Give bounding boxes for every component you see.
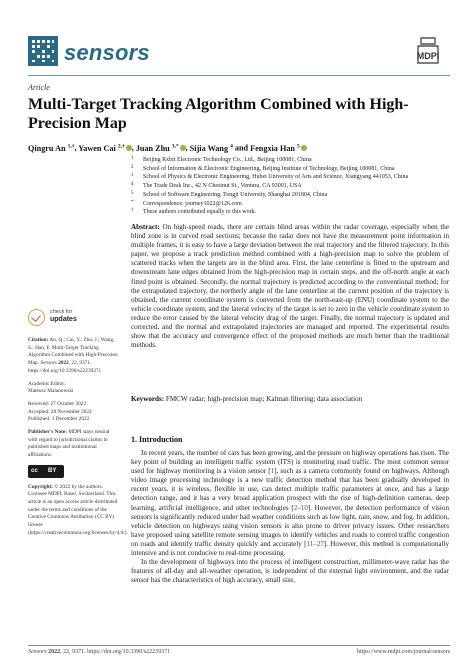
author-name: Fengxia Han: [250, 143, 295, 153]
affiliation-item: [131, 191, 456, 200]
affiliation-text: The Trade Desk Inc., 42 N Chestnut St., Ventura, CA 93001, USA: [143, 183, 302, 190]
intro-paragraph: In the development of highways into the process of intelligent construction, millimeter-wave radar has the features of all-day and all-weather operation, is independent of the external light environment, and the radar sensor has the characteristics of high accuracy, small size,: [131, 558, 449, 585]
affiliation-item: [131, 173, 456, 182]
footer-journal: Sensors: [28, 649, 47, 655]
publisher-note: [28, 429, 120, 460]
editor-name: Mateusz Malanowski: [28, 388, 74, 395]
author: [136, 144, 186, 153]
affiliation-mark: 5: [131, 190, 134, 196]
affiliation-item: [131, 200, 456, 209]
dates: [28, 401, 120, 424]
author-name: Sijia Wang: [189, 143, 229, 153]
intro-paragraph: [131, 449, 449, 558]
author: [190, 144, 233, 153]
accepted-date: Accepted: 28 November 2022: [28, 408, 92, 415]
cc-by-label: BY: [48, 467, 57, 474]
affiliation-item: [131, 182, 456, 191]
affiliation-text: School of Physics & Electronic Engineering, Hubei University of Arts and Science, Xiangyang 441053, China: [143, 174, 409, 181]
abstract-text: On high-speed roads, there are certain blind areas within the radar coverage, especially when the blind zone is in curved road sections; because the radar does not have the measurement point information in multiple frames, it is easy to have a large deviation between the real trajectory and the filtered trajectory. In this paper, we propose a track prediction method combined with a high-precision map to solve the problem of scattered tracks when the targets are in the blind area. First, the lane centerline is fitted to the upstream and downstream lane edges obtained from the high-precision map in certain steps, and the off-north angle at each fitted point is obtained. Secondly, the normal trajectory is predicted according to the conventional method; for the extrapolated trajectory, the northerly angle of the lane centerline at the current position of the trajectory is obtained, the current coordinate system is converted from the north-east-up (ENU) coordinate system to the vehicle coordinate system, and the lateral velocity of the target is set to zero in the vehicle coordinate system to reduce the error caused by the lateral velocity drag of the target. Finally, the normal trajectory is updated and corrected, and the normal and extrapolated trajectories are managed and reported. The experimental results show that the accuracy and convergence effect of the proposed methods are much better than the traditional methods.: [131, 223, 449, 350]
orcid-icon[interactable]: [301, 145, 307, 151]
intro-text-c: ]. However, the detection performance of vision sensors is significantly reduced under bad weather conditions such as low light, rain, snow, and fog. In addition, vehicle detection on highways using vision sensors is also prone to driver privacy issues. Other researchers have proposed using satellite remote sensing images to identify vehicles and roads to control traffic congestion on roads and identify traffic density quickly and accurately [: [131, 503, 449, 548]
affiliation-mark: 2: [131, 164, 134, 170]
publisher-note-label: Publisher's Note:: [28, 429, 67, 436]
author-name: Juan Zhu: [135, 143, 170, 153]
footer-year: 2022: [48, 649, 61, 655]
affiliation-text: School of Software Engineering, Tongji University, Shanghai 201804, China: [143, 191, 328, 198]
published-date: Published: 1 December 2022: [28, 416, 90, 423]
author-affiliation-marks: 2,†: [117, 143, 125, 149]
copyright-label: Copyright:: [28, 483, 54, 490]
affiliation-text: These authors contributed equally to this work.: [143, 209, 257, 216]
keywords-text: FMCW radar; high-precision map; Kalman filtering; data association: [165, 395, 363, 403]
cc-by-license-icon[interactable]: [28, 465, 64, 478]
publisher-logo-icon: [407, 37, 449, 65]
article-title: Multi-Target Tracking Algorithm Combined with High-Precision Map: [28, 96, 409, 132]
updates-line2: updates: [50, 316, 77, 323]
affiliation-mark: 3: [131, 173, 134, 179]
article-type: Article: [28, 83, 50, 92]
publisher-note-text: MDPI stays neutral with regard to jurisdictional claims in published maps and institutional affiliations.: [28, 429, 110, 459]
keywords-label: Keywords:: [131, 395, 165, 403]
affiliation-text: School of Information & Electronic Engineering, Beijing Institute of Technology, Beijing 100081, China: [143, 165, 395, 172]
footer-journal-url[interactable]: https://www.mdpi.com/journal/sensors: [357, 649, 450, 655]
academic-editor: [28, 381, 120, 396]
intro-text-d: ]. However, this method is computationally intensive and is not conducive to real-time processing.: [131, 539, 449, 558]
author-name: Qingru An: [28, 143, 66, 153]
author-name: Yawen Cai: [78, 143, 116, 153]
affiliation-item: [131, 156, 456, 165]
journal-name: sensors: [64, 40, 150, 65]
author-affiliation-marks: 4: [230, 143, 233, 149]
introduction-body: [131, 449, 449, 585]
author-affiliation-marks: 1,†: [67, 143, 75, 149]
affiliation-text: Beijing Rxbit Electronic Technology Co., Ltd., Beijing 100081, China: [143, 157, 312, 163]
editor-label: Academic Editor:: [28, 380, 66, 387]
citation: [28, 337, 120, 376]
footer-citation: [28, 649, 170, 655]
citation-authors: An, Q.; Cai, Y.; Zhu, J.; Wang, S.; Han, F. Multi-Target Tracking Algorithm Combined with High-Precision Map.: [28, 337, 118, 367]
citation-doi: , 22, 9371. https://doi.org/10.3390/s22239371: [28, 360, 102, 374]
author-affiliation-marks: 5: [297, 143, 300, 149]
keywords: [131, 395, 449, 404]
citation-link[interactable]: 2–10: [293, 503, 308, 512]
citation-link[interactable]: 11–27: [306, 539, 324, 548]
author: [78, 144, 131, 153]
author: [28, 144, 74, 153]
check-updates-icon: [28, 309, 45, 326]
affiliation-item: [131, 208, 456, 217]
affiliation-mark: 4: [131, 182, 134, 188]
check-for-updates-button[interactable]: [28, 307, 108, 335]
citation-journal: Sensors: [40, 360, 57, 367]
copyright: [28, 483, 128, 538]
section-heading-introduction: 1. Introduction: [131, 435, 183, 444]
journal-logo-icon: [28, 36, 58, 66]
affiliation-mark: 1: [131, 156, 134, 161]
article-info-sidebar: [28, 337, 128, 542]
orcid-icon[interactable]: [180, 145, 186, 151]
citation-year: 2022: [58, 360, 69, 367]
affiliation-mark: †: [131, 208, 134, 214]
intro-text-a: In recent years, the number of cars has been growing, and the pressure on highway operations has risen. The key point of building an intelligent traffic system (ITS) is monitoring road traffic. The most common sensor used for highway monitoring is a vision sensor [: [131, 449, 449, 476]
footer-divider: [28, 645, 450, 646]
affiliations: [131, 156, 456, 217]
cc-label: cc: [31, 467, 38, 474]
author-list: Qingru An $^{1,\dagger}$, Yawen Cai $^{2,\dagger}$ , Juan Zhu $^{3,*}$ , Sijia Wang $^4$ and Fengxia Han $^5$: [28, 141, 448, 154]
orcid-icon[interactable]: [126, 145, 132, 151]
publisher-name: MDPI: [416, 51, 440, 61]
affiliation-item: [131, 165, 456, 174]
abstract-label: Abstract:: [131, 223, 160, 231]
author: [250, 144, 307, 153]
footer-doi: , 22, 9371. https://doi.org/10.3390/s22239371: [60, 649, 171, 655]
citation-label: Citation:: [28, 337, 49, 343]
copyright-text: © 2022 by the authors. Licensee MDPI, Basel, Switzerland. This article is an open access article distributed under the terms and conditions of the Creative Commons Attribution (CC BY) license (https://creativecommons.org/licenses/by/4.0/).: [28, 483, 128, 536]
updates-line1: check for: [50, 309, 73, 315]
affiliation-mark: *: [131, 199, 134, 205]
intro-text-b: ], such as a camera commonly found on highways. Although video image processing technology is a new traffic detection method that has been gradually developed in recent years, it is wireless, flexible in use, can detect multiple traffic parameters at once, and has a large detection range, and it has a very broad application prospect with the rise of high-definition cameras, deep learning, artificial intelligence, and other technologies [: [131, 467, 449, 512]
received-date: Received: 27 October 2022: [28, 400, 87, 407]
abstract: [131, 223, 449, 350]
header-divider: [28, 75, 450, 76]
affiliation-text: Correspondence: journey1022@126.com: [143, 200, 242, 207]
author-affiliation-marks: 3,*: [171, 143, 179, 149]
citation-link[interactable]: 1: [270, 467, 275, 476]
